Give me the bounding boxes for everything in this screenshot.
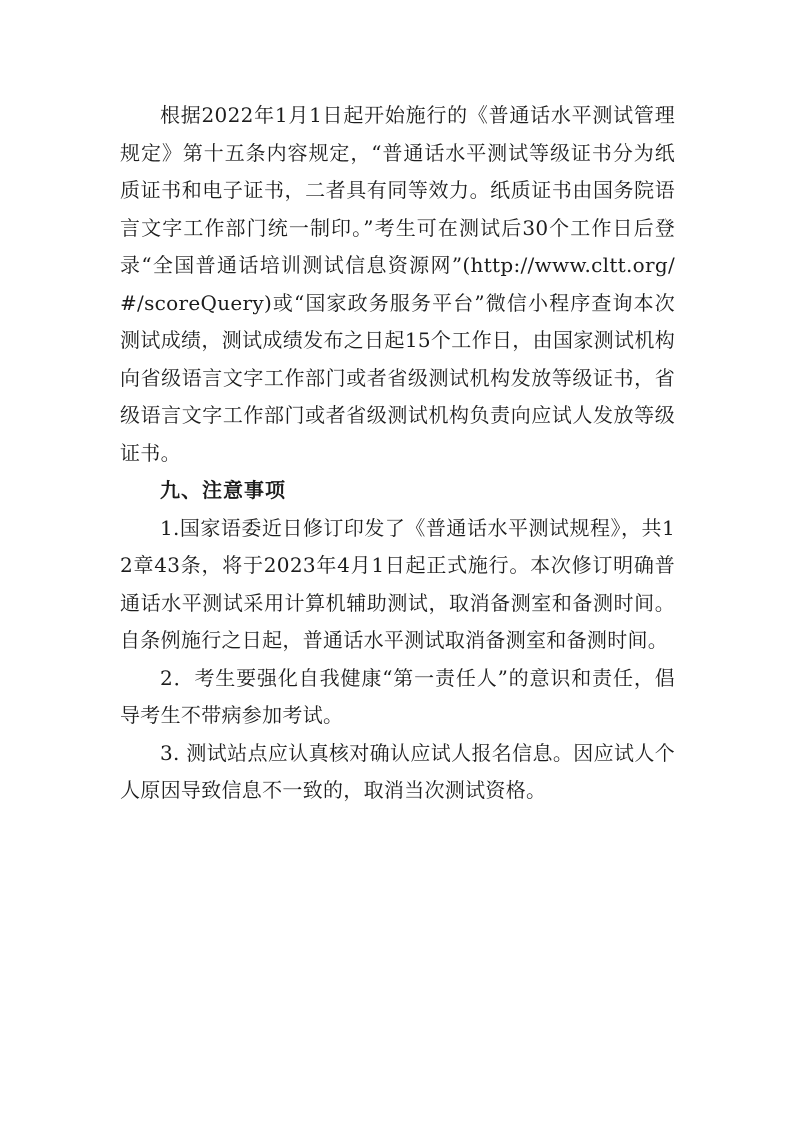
document-body: [120, 97, 675, 810]
notice-item-2: 2．考生要强化自我健康“第一责任人”的意识和责任，倡导考生不带病参加考试。: [120, 665, 675, 727]
paragraph-certificate-info: 根据2022年1月1日起开始施行的《普通话水平测试管理规定》第十五条内容规定，“普通话水平测试等级证书分为纸质证书和电子证书，二者具有同等效力。纸质证书由国务院语言文字工作部门统一制印。”考生可在测试后30个工作日后登录“全国普通话培训测试信息资源网”(http://www.cltt.org/#/scoreQuery)或“国家政务服务平台”微信小程序查询本次测试成绩，测试成绩发布之日起15个工作日，由国家测试机构向省级语言文字工作部门或者省级测试机构发放等级证书，省级语言文字工作部门或者省级测试机构负责向应试人发放等级证书。: [120, 103, 675, 465]
notice-item-1: 1.国家语委近日修订印发了《普通话水平测试规程》，共12章43条，将于2023年4月1日起正式施行。本次修订明确普通话水平测试采用计算机辅助测试，取消备测室和备测时间。自条例施行之日起，普通话水平测试取消备测室和备测时间。: [120, 515, 675, 652]
section-heading: 九、注意事项: [160, 478, 286, 502]
notice-item-3: 3. 测试站点应认真核对确认应试人报名信息。因应试人个人原因导致信息不一致的，取消当次测试资格。: [120, 740, 675, 802]
